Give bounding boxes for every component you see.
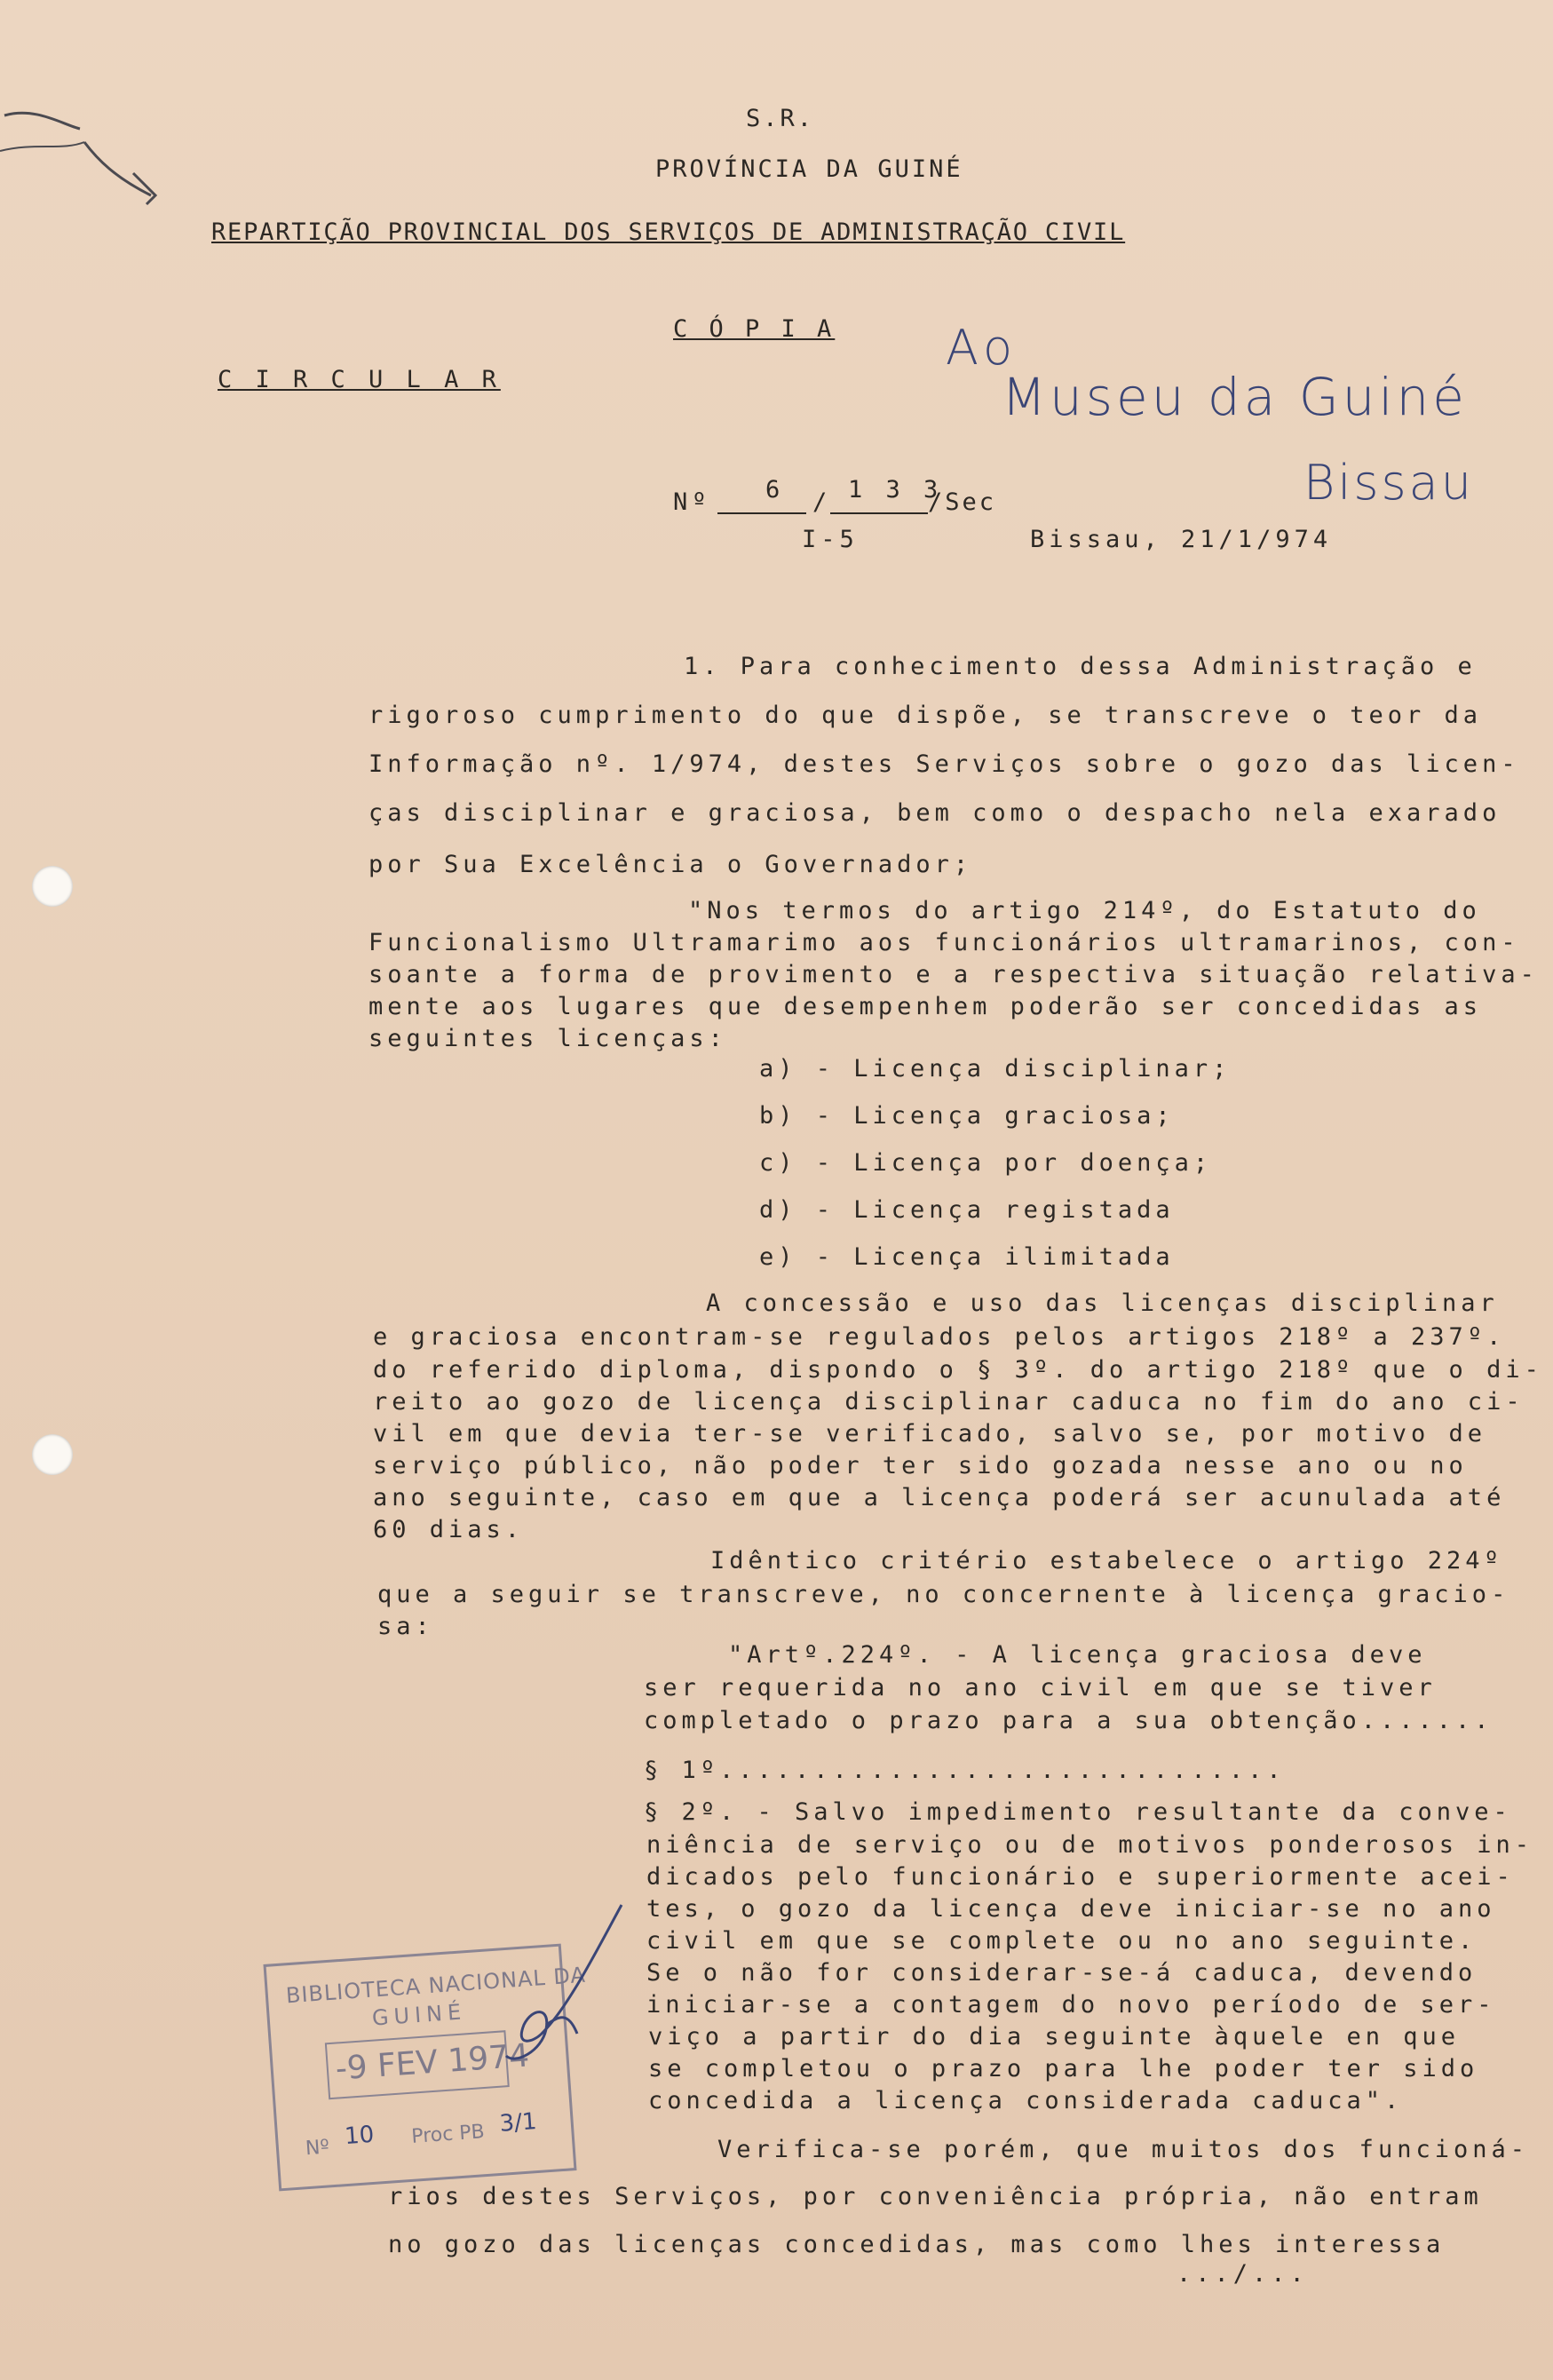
quote-line: tes, o gozo da licença deve iniciar-se no ano [646, 1895, 1496, 1923]
body-line: que a seguir se transcreve, no concernente à licença gracio- [377, 1581, 1510, 1608]
quote-line: niência de serviço ou de motivos ponderosos in- [646, 1831, 1534, 1859]
place-date: Bissau, 21/1/974 [1030, 526, 1333, 553]
reference-sub: I-5 [802, 526, 859, 553]
body-line: "Nos termos do artigo 214º, do Estatuto do [688, 897, 1481, 924]
body-line: serviço público, não poder ter sido gozada nesse ano ou no [373, 1452, 1468, 1480]
stamp-country: GUINÉ [371, 1999, 468, 2031]
body-line: A concessão e uso das licenças disciplinar [706, 1289, 1499, 1317]
punch-hole [32, 1434, 73, 1475]
reference-underline [717, 512, 806, 514]
list-item: b) - Licença graciosa; [759, 1102, 1175, 1130]
body-line: do referido diploma, dispondo o § 3º. do artigo 218º que o di- [373, 1356, 1543, 1384]
punch-hole [32, 866, 73, 907]
pencil-mark-icon [0, 89, 231, 249]
body-line: reito ao gozo de licença disciplinar caduca no fim do ano ci- [373, 1388, 1525, 1416]
handwritten-recipient: Museu da Guiné [1002, 367, 1468, 427]
body-line: Verifica-se porém, que muitos dos funcioná- [717, 2136, 1529, 2163]
stamp-number-label: Nº [305, 2136, 330, 2161]
circular-label: C I R C U L A R [218, 366, 501, 393]
body-line: por Sua Excelência o Governador; [368, 851, 973, 878]
quote-line: "Artº.224º. - A licença graciosa deve [728, 1641, 1427, 1669]
quote-line: se completou o prazo para lhe poder ter sido [648, 2055, 1479, 2082]
body-line: soante a forma de provimento e a respectiva situação relativa- [368, 961, 1539, 988]
quote-line: iniciar-se a contagem do novo período de ser- [646, 1991, 1496, 2019]
quote-line: concedida a licença considerada caduca". [648, 2087, 1404, 2114]
header-department: REPARTIÇÃO PROVINCIAL DOS SERVIÇOS DE ADMINISTRAÇÃO CIVIL [211, 218, 1126, 246]
list-item: c) - Licença por doença; [759, 1149, 1213, 1177]
quote-line: ser requerida no ano civil em que se tiver [644, 1674, 1437, 1702]
quote-line: viço a partir do dia seguinte àquele en que [648, 2023, 1460, 2051]
quote-line: § 1º.............................. [644, 1757, 1286, 1784]
body-line: rigoroso cumprimento do que dispõe, se transcreve o teor da [368, 702, 1483, 729]
continuation-mark: .../... [1177, 2260, 1309, 2288]
body-line: Funcionalismo Ultramarimo aos funcionários ultramarinos, con- [368, 929, 1520, 956]
body-line: ano seguinte, caso em que a licença poderá ser acunulada até [373, 1484, 1506, 1511]
reference-series: 1 3 3 [848, 476, 943, 504]
stamp-proc-value: 3/1 [498, 2108, 538, 2138]
header-province: PROVÍNCIA DA GUINÉ [655, 155, 963, 183]
header-sr: S.R. [746, 105, 815, 132]
list-item: e) - Licença ilimitada [759, 1243, 1175, 1271]
reference-slash: / [812, 488, 832, 516]
stamp-proc-label: Proc PB [410, 2121, 486, 2148]
body-line: mente aos lugares que desempenhem poderão ser concedidas as [368, 993, 1483, 1020]
stamp-date: -9 FEV 1974 [334, 2037, 531, 2088]
signature-icon [462, 1900, 639, 2096]
reference-number: 6 [765, 476, 785, 504]
body-line: Idêntico critério estabelece o artigo 224º [710, 1547, 1503, 1575]
body-line: 60 dias. [373, 1516, 525, 1543]
reference-underline [830, 512, 928, 514]
body-line: rios destes Serviços, por conveniência própria, não entram [388, 2183, 1483, 2210]
stamp-library-name: BIBLIOTECA NACIONAL DA [285, 1962, 587, 2009]
list-item: d) - Licença registada [759, 1196, 1175, 1224]
reference-suffix: /Sec [928, 488, 997, 516]
body-line: no gozo das licenças concedidas, mas como lhes interessa [388, 2231, 1446, 2258]
quote-line: Se o não for considerar-se-á caduca, devendo [646, 1959, 1478, 1987]
reference-label: Nº [673, 488, 711, 516]
body-line: seguintes licenças: [368, 1025, 727, 1052]
quote-line: § 2º. - Salvo impedimento resultante da conve- [644, 1798, 1512, 1826]
list-item: a) - Licença disciplinar; [759, 1055, 1232, 1083]
body-line: 1. Para conhecimento dessa Administração e [684, 653, 1477, 680]
body-line: ças disciplinar e graciosa, bem como o despacho nela exarado [368, 799, 1501, 827]
handwritten-to: Ao [946, 320, 1018, 376]
copy-label: C Ó P I A [673, 315, 836, 343]
body-line: Informação nº. 1/974, destes Serviços sobre o gozo das licen- [368, 750, 1520, 778]
handwritten-city: Bissau [1303, 455, 1474, 511]
body-line: vil em que devia ter-se verificado, salvo se, por motivo de [373, 1420, 1487, 1448]
quote-line: completado o prazo para a sua obtenção....... [644, 1707, 1494, 1734]
stamp-number: 10 [344, 2121, 376, 2151]
body-line: sa: [377, 1613, 434, 1640]
quote-line: civil em que se complete ou no ano seguinte. [646, 1927, 1478, 1955]
quote-line: dicados pelo funcionário e superiormente acei- [646, 1863, 1515, 1891]
body-line: e graciosa encontram-se regulados pelos artigos 218º a 237º. [373, 1323, 1506, 1351]
